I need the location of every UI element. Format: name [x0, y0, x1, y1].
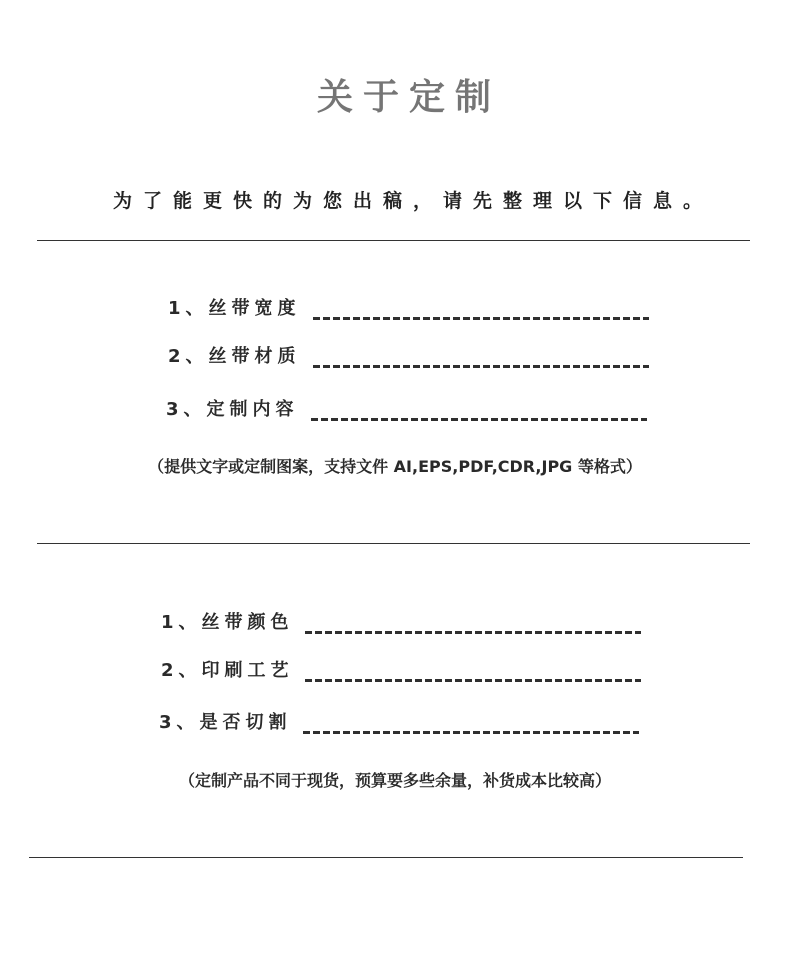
field-label-print-process: 2、印刷工艺 — [161, 660, 294, 681]
field-line-ribbon-width — [313, 317, 649, 320]
field-label-cutting: 3、是否切割 — [159, 712, 292, 733]
intro-text: 为了能更快的为您出稿，请先整理以下信息。 — [112, 190, 713, 212]
field-label-ribbon-color: 1、丝带颜色 — [161, 612, 294, 633]
field-label-ribbon-width: 1、丝带宽度 — [168, 298, 301, 319]
field-label-custom-content: 3、定制内容 — [166, 399, 299, 420]
field-line-ribbon-material — [313, 365, 649, 368]
note-file-formats: （提供文字或定制图案，支持文件 AI,EPS,PDF,CDR,JPG 等格式） — [148, 457, 642, 476]
page-title: 关于定制 — [316, 77, 501, 118]
field-line-print-process — [305, 679, 641, 682]
divider-top — [37, 240, 750, 241]
note-custom-product: （定制产品不同于现货，预算要多些余量，补货成本比较高） — [178, 771, 611, 790]
divider-bottom — [29, 857, 743, 858]
divider-middle — [37, 543, 750, 544]
field-line-custom-content — [311, 418, 647, 421]
field-line-ribbon-color — [305, 631, 641, 634]
field-line-cutting — [303, 731, 639, 734]
field-label-ribbon-material: 2、丝带材质 — [168, 346, 301, 367]
